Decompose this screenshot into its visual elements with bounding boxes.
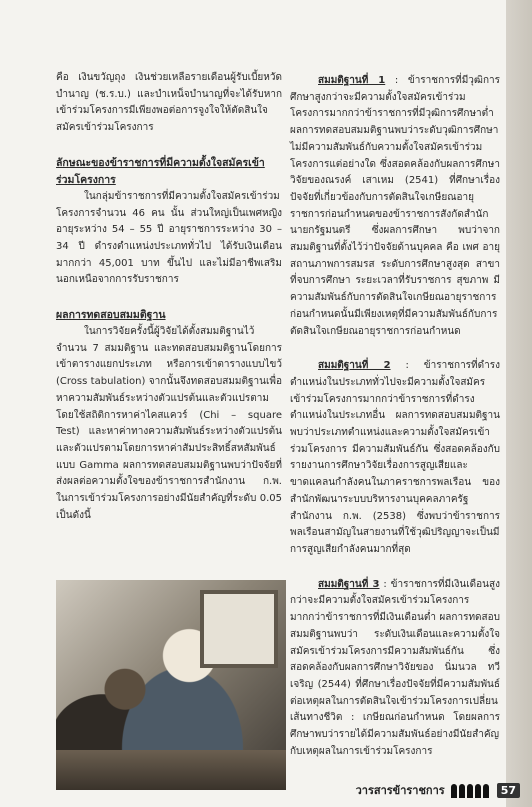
section2-heading-text: ผลการทดสอบสมมติฐาน [56,309,166,322]
intro-paragraph: คือ เงินขวัญถุง เงินช่วยเหลือรายเดือนผู้รับเบี้ยหวัดบำนาญ (ช.ร.บ.) และบำเหน็จบำนาญที่จะได้รับหากเข้าร่วมโครงการมีเพียงพอต่อการจูงใจให้ตัดสินใจสมัครเข้าร่วมโครงการ [56,72,282,134]
journal-title: วารสารข้าราชการ [355,784,445,797]
hypothesis-3 [290,577,500,761]
photo-window [200,590,278,668]
page-edge-band [506,0,532,807]
page-footer [310,778,520,802]
hypothesis-3-body: : ข้าราชการที่มีเงินเดือนสูงกว่าจะมีความตั้งใจสมัครเข้าร่วมโครงการมากกว่าข้าราชการที่มีเงินเดือนต่ำ ผลการทดสอบสมมติฐานพบว่า ระดับเงินเดือนและความตั้งใจสมัครเข้าร่วมโครงการมีความสัมพันธ์กัน ซึ่งสอดคล้องกับผลการศึกษาวิจัยของ นิ่มนวล ทวีเจริญ (2544) ที่ศึกษาเรื่องปัจจัยที่มีความสัมพันธ์ต่อเหตุผลในการตัดสินใจเข้าร่วมโครงการเปลี่ยนเส้นทางชีวิต : เกษียณก่อนกำหนด โดยผลการศึกษาพบว่ารายได้มีความสัมพันธ์อย่างมีนัยสำคัญกับเหตุผลในการเข้าร่วมโครงการ [290,578,500,757]
hypothesis-1-label: สมมติฐานที่ 1 [318,75,386,86]
section2-body: ในการวิจัยครั้งนี้ผู้วิจัยได้ตั้งสมมติฐานไว้จำนวน 7 สมมติฐาน และทดสอบสมมติฐานโดยการเข้าตารางแยกประเภท หรือการเข้าตารางแบบไขว้ (Cross tabulation) จากนั้นจึงทดสอบสมมติฐานเพื่อหาความสัมพันธ์ระหว่างตัวแปรต้นและตัวแปรตามโดยใช้สถิติการหาค่าไคสแควร์ (Chi – square Test) และหาค่าทางความสัมพันธ์ระหว่างตัวแปรต้นและตัวแปรตามโดยการหาค่าสัมประสิทธิ์สหสัมพันธ์แบบ Gamma ผลการทดสอบสมมติฐานพบว่าปัจจัยที่ส่งผลต่อความตั้งใจของข้าราชการสำนักงาน ก.พ. ในการเข้าร่วมโครงการอย่างมีนัยสำคัญที่ระดับ 0.05 เป็นดังนี้ [56,326,282,521]
section1-body: ในกลุ่มข้าราชการที่มีความตั้งใจสมัครเข้าร่วมโครงการจำนวน 46 คน นั้น ส่วนใหญ่เป็นเพศหญิงอายุระหว่าง 54 – 55 ปี อายุราชการระหว่าง 30 – 34 ปี ดำรงตำแหน่งประเภททั่วไป ได้รับเงินเดือนมากกว่า 45,001 บาท ขึ้นไป และไม่มีอาชีพเสริมนอกเหนือจากการรับราชการ [56,190,282,286]
right-column [290,73,500,760]
hypothesis-2-body: : ข้าราชการที่ดำรงตำแหน่งในประเภททั่วไปจะมีความตั้งใจสมัครเข้าร่วมโครงการมากกว่าข้าราชการที่ดำรงตำแหน่งในประเภทอื่น ผลการทดสอบสมมติฐานพบว่าประเภทตำแหน่งและความตั้งใจสมัครเข้าร่วมโครงการ มีความสัมพันธ์กัน ซึ่งสอดคล้องกับรายงานการศึกษาวิจัยเรื่องการสูญเสียและขาดแคลนกำลังคนในภาคราชการพลเรือน ของสำนักพัฒนาระบบบริหารงานบุคคลภาครัฐ สำนักงาน ก.พ. (2538) ซึ่งพบว่าข้าราชการพลเรือนสามัญในสายงานที่ใช้วุฒิปริญญาจะเป็นมีการสูญเสียกำลังคนมากที่สุด [290,360,501,555]
hypothesis-2-label: สมมติฐานที่ 2 [318,360,391,372]
section-heading [56,155,282,189]
photo-table [56,750,286,790]
hypothesis-1-body: : ข้าราชการที่มีวุฒิการศึกษาสูงกว่าจะมีความตั้งใจสมัครเข้าร่วมโครงการมากกว่าข้าราชการที่มีวุฒิการศึกษาต่ำ ผลการทดสอบสมมติฐานพบว่าระดับวุฒิการศึกษา ไม่มีความสัมพันธ์กับความตั้งใจสมัครเข้าร่วมโครงการแต่อย่างใด ซึ่งสอดคล้องกับผลการศึกษาวิจัยของณรงค์ เสาเหม (2541) ที่ศึกษาเรื่องปัจจัยที่เกี่ยวข้องกับการตัดสินใจเกษียณอายุราชการก่อนกำหนดของข้าราชการสังกัดสำนักนายกรัฐมนตรี ซึ่งผลการศึกษา พบว่าจากสมมติฐานที่ตั้งไว้ว่าปัจจัยด้านบุคคล คือ เพศ อายุ สถานภาพการสมรส ระดับการศึกษาสูงสุด สาขาที่จบการศึกษา ระยะเวลาที่รับราชการ สุขภาพ มีความสัมพันธ์กับการตัดสินใจเกษียณอายุราชการก่อนกำหนดนั้นมีเพียงเหตุที่มีความสัมพันธ์กับการตัดสินใจเกษียณอายุราชการก่อนกำหนด [290,75,500,337]
elderly-men-photo [56,580,286,790]
hypothesis-2 [290,358,500,558]
section1-heading-text: ลักษณะของข้าราชการที่มีความตั้งใจสมัครเข้าร่วมโครงการ [56,156,265,186]
hypothesis-3-label: สมมติฐานที่ 3 [318,578,380,590]
left-column [56,70,282,524]
people-logo-icon [451,782,491,798]
section-heading [56,307,282,324]
page-number: 57 [497,783,520,798]
hypothesis-1 [290,73,500,340]
